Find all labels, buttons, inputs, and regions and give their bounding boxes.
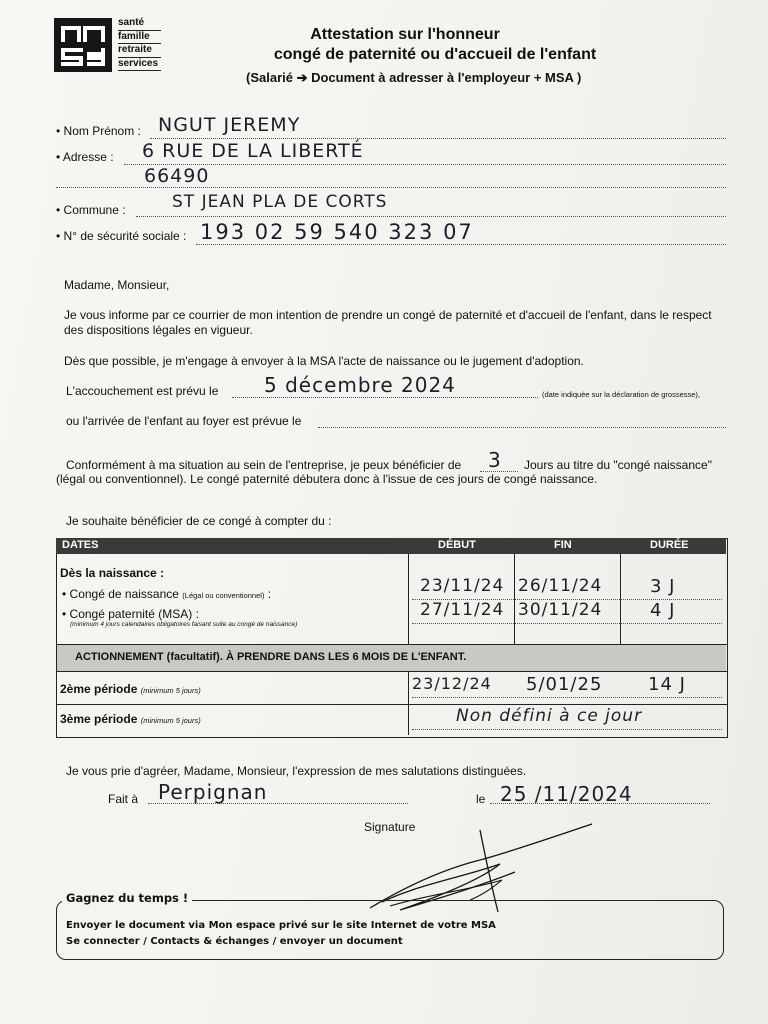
birth-date-line — [232, 396, 538, 398]
msa-logo-mark — [54, 18, 112, 72]
logo-line: famille — [118, 31, 161, 45]
birth-leave-start[interactable]: 23/11/24 — [420, 576, 505, 596]
period-2-duration[interactable]: 14 J — [648, 674, 686, 695]
arrival-date-label: ou l'arrivée de l'enfant au foyer est prévue le — [66, 414, 302, 428]
row-line — [412, 728, 722, 730]
ssn-label: • N° de sécurité sociale : — [56, 229, 187, 243]
logo-line: retraite — [118, 44, 161, 58]
paternity-leave-note: (minimum 4 jours calendaires obligatoires faisant suite au congé de naissance) — [70, 621, 298, 628]
logo-tagline — [118, 17, 161, 71]
page-subtitle: (Salarié ➔ Document à adresser à l'employeur + MSA ) — [246, 70, 582, 85]
split-heading: ACTIONNEMENT (facultatif). À PRENDRE DANS LES 6 MOIS DE L'ENFANT. — [75, 651, 467, 663]
logo-line: services — [118, 58, 161, 72]
paragraph-commitment: Dès que possible, je m'engage à envoyer à la MSA l'acte de naissance ou le jugement d'adoption. — [64, 354, 584, 368]
birth-heading: Dès la naissance : — [60, 566, 165, 580]
place-label: Fait à — [108, 792, 139, 806]
info-heading: Gagnez du temps ! — [62, 891, 192, 905]
birth-leave-name: • Congé de naissance — [62, 587, 179, 601]
ssn-line — [196, 243, 726, 245]
entitlement-days-field[interactable]: 3 — [488, 448, 502, 472]
birth-leave-label — [62, 587, 271, 601]
address-label: • Adresse : — [56, 150, 114, 164]
page-title: Attestation sur l'honneur — [310, 26, 500, 43]
entitlement-text-b: Jours au titre du "congé naissance" — [524, 458, 712, 472]
col-divider — [408, 671, 409, 735]
paternity-leave-end[interactable]: 30/11/24 — [518, 600, 603, 620]
birth-leave-duration[interactable]: 3 J — [650, 576, 676, 597]
period-3-name: 3ème période — [60, 712, 138, 726]
logo-line: santé — [118, 17, 161, 31]
arrival-date-line — [318, 426, 726, 428]
row-divider — [56, 704, 727, 705]
paternity-leave-label: • Congé paternité (MSA) : — [62, 607, 199, 621]
birth-leave-colon: : — [264, 587, 272, 601]
row-divider — [56, 671, 727, 672]
greeting: Madame, Monsieur, — [64, 278, 170, 292]
period-2-start[interactable]: 23/12/24 — [412, 674, 492, 693]
msa-logo — [54, 18, 112, 72]
header-duration: DURÉE — [650, 539, 689, 551]
salutation: Je vous prie d'agréer, Madame, Monsieur, l'expression de mes salutations distinguées. — [66, 764, 527, 778]
table-header — [56, 538, 726, 554]
place-field[interactable]: Perpignan — [158, 780, 268, 804]
header-dates: DATES — [62, 539, 99, 551]
period-2-end[interactable]: 5/01/25 — [526, 674, 603, 695]
period-3-text[interactable]: Non défini à ce jour — [456, 706, 643, 726]
period-3-note: (minimum 5 jours) — [140, 716, 201, 725]
start-wish-text: Je souhaite bénéficier de ce congé à compter du : — [66, 514, 332, 528]
row-line — [412, 622, 722, 624]
address-field-2[interactable]: 66490 — [144, 165, 210, 187]
paternity-leave-duration[interactable]: 4 J — [650, 600, 676, 621]
address-line-2 — [56, 186, 726, 188]
ssn-field[interactable]: 193 02 59 540 323 07 — [200, 220, 474, 244]
col-divider — [408, 554, 409, 644]
birth-date-note: (date indiquée sur la déclaration de grossesse), — [542, 390, 701, 399]
period-2-note: (minimum 5 jours) — [140, 686, 201, 695]
info-line-1: Envoyer le document via Mon espace privé sur le site Internet de votre MSA — [66, 920, 496, 931]
city-line — [136, 215, 726, 217]
place-line — [148, 802, 408, 804]
birth-leave-note: (Légal ou conventionnel) — [182, 591, 265, 600]
paternity-leave-start[interactable]: 27/11/24 — [420, 600, 505, 620]
name-line — [150, 137, 726, 139]
period-3-label — [60, 712, 201, 726]
info-line-2: Se connecter / Contacts & échanges / envoyer un document — [66, 936, 403, 947]
paragraph-intent: Je vous informe par ce courrier de mon intention de prendre un congé de paternité et d'accueil de l'enfant, dans le respect des dispositions légales en vigueur. — [64, 308, 712, 337]
header-end: FIN — [554, 539, 572, 551]
city-label: • Commune : — [56, 203, 126, 217]
address-field[interactable]: 6 RUE DE LA LIBERTÉ — [142, 140, 364, 162]
birth-date-label: L'accouchement est prévu le — [66, 384, 219, 398]
signature-label: Signature — [364, 820, 416, 834]
split-heading-bar — [57, 645, 726, 671]
header-start: DÉBUT — [438, 539, 476, 551]
entitlement-text-c: (légal ou conventionnel). Le congé paternité débutera donc à l'issue de ces jours de congé naissance. — [56, 472, 598, 486]
row-line — [412, 696, 722, 698]
name-field[interactable]: NGUT JEREMY — [158, 114, 301, 136]
date-label: le — [476, 792, 486, 806]
birth-leave-end[interactable]: 26/11/24 — [518, 576, 603, 596]
date-field[interactable]: 25 /11/2024 — [500, 782, 633, 806]
address-line-1 — [124, 163, 726, 165]
entitlement-text-a: Conformément à ma situation au sein de l'entreprise, je peux bénéficier de — [66, 458, 462, 472]
period-2-name: 2ème période — [60, 682, 138, 696]
city-field[interactable]: ST JEAN PLA DE CORTS — [172, 192, 388, 212]
period-2-label — [60, 682, 201, 696]
date-line — [490, 802, 710, 804]
name-label: • Nom Prénom : — [56, 124, 141, 138]
page-title-2: congé de paternité ou d'accueil de l'enfant — [273, 46, 597, 63]
birth-date-field[interactable]: 5 décembre 2024 — [264, 373, 456, 397]
